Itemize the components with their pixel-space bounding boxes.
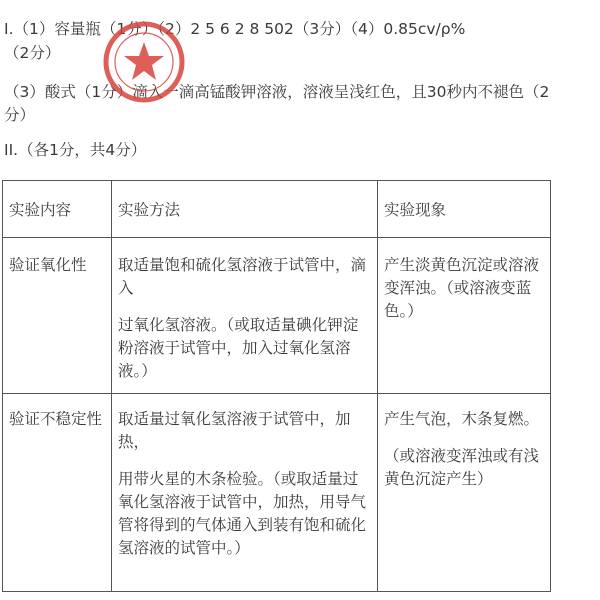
row-2-method-part-2: 用带火星的木条检验。（或取适量过氧化氢溶液于试管中，加热，用导气管将得到的气体通入到装有饱和硫化氢溶液的试管中。） bbox=[118, 470, 367, 557]
answer-3-line-1: （3）酸式（1分）滴入一滴高锰酸钾溶液，溶液呈浅红色，且30秒内不褪色（2 bbox=[4, 83, 550, 101]
row-1-phenomenon bbox=[378, 238, 551, 394]
row-1-content: 验证氧化性 bbox=[3, 238, 112, 394]
row-2-content: 验证不稳定性 bbox=[3, 394, 112, 592]
row-1-phenomenon-part-1: 产生淡黄色沉淀或溶液变浑浊。（或溶液变蓝色。） bbox=[384, 256, 540, 320]
answer-1-line-1: I.（1）容量瓶（1分）（2）2 5 6 2 8 502（3分）（4）0.85cv/ρ% bbox=[4, 20, 466, 38]
row-1-method-part-1: 取适量饱和硫化氢溶液于试管中，滴入 bbox=[118, 256, 367, 297]
stamp-seal-icon bbox=[102, 20, 186, 104]
row-2-phenomenon-part-2: （或溶液变浑浊或有浅黄色沉淀产生） bbox=[384, 447, 540, 488]
row-2-phenomenon-part-1: 产生气泡，木条复燃。 bbox=[384, 410, 540, 428]
experiment-table bbox=[2, 180, 551, 592]
row-1-method-part-2: 过氧化氢溶液。（或取适量碘化钾淀粉溶液于试管中，加入过氧化氢溶液。） bbox=[118, 316, 359, 380]
row-2-method bbox=[112, 394, 378, 592]
answer-3-line-2: 分） bbox=[4, 106, 36, 124]
header-phenomenon: 实验现象 bbox=[378, 181, 551, 238]
answer-1-line-2: （2分） bbox=[4, 44, 61, 62]
header-method: 实验方法 bbox=[112, 181, 378, 238]
table-row bbox=[3, 238, 551, 394]
row-2-method-part-1: 取适量过氧化氢溶液于试管中，加热， bbox=[118, 410, 351, 451]
section-2-heading: II.（各1分，共4分） bbox=[4, 141, 147, 159]
row-2-phenomenon bbox=[378, 394, 551, 592]
header-content: 实验内容 bbox=[3, 181, 112, 238]
row-1-method bbox=[112, 238, 378, 394]
table-header-row bbox=[3, 181, 551, 238]
table-row bbox=[3, 394, 551, 592]
